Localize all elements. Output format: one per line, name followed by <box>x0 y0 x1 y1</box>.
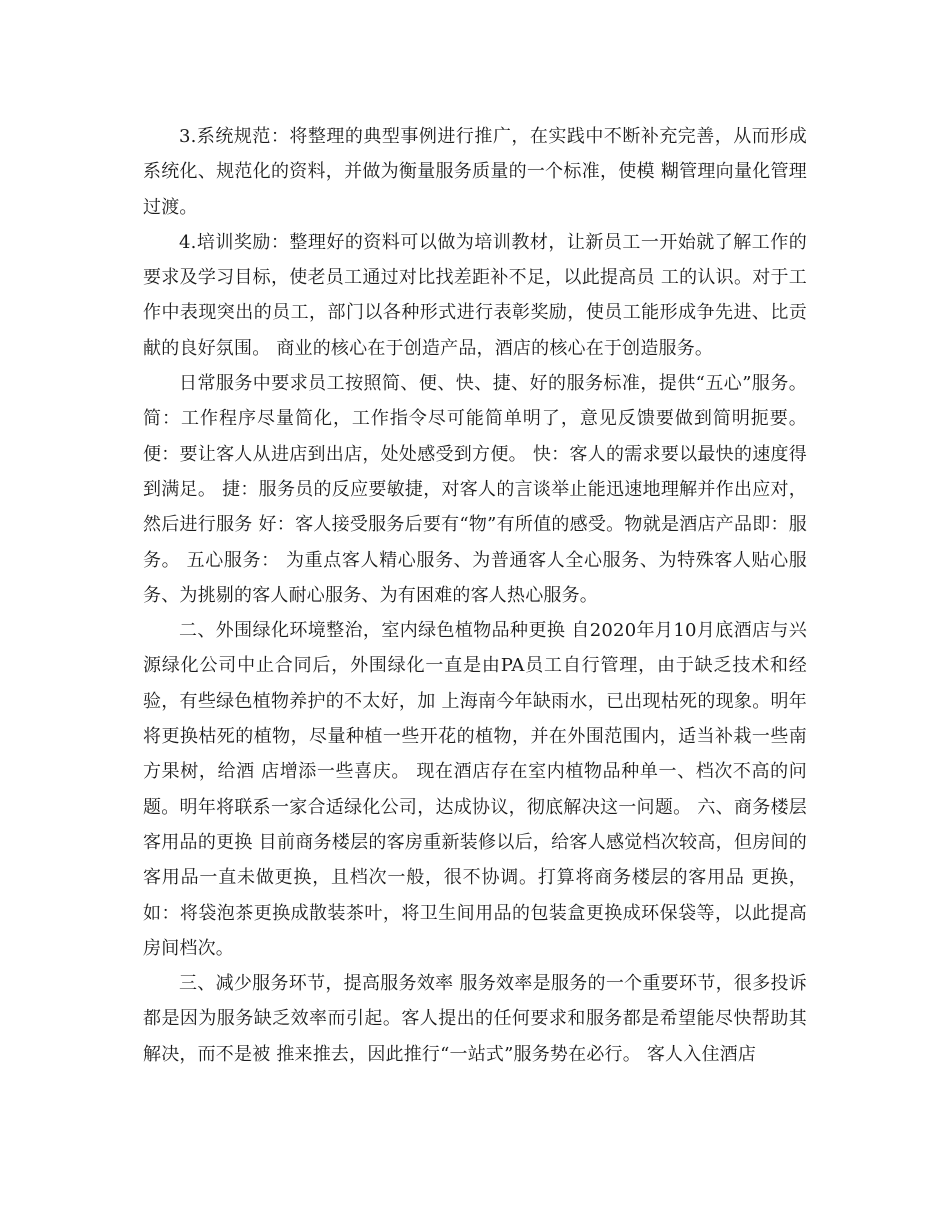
paragraph-five-heart-service: 日常服务中要求员工按照简、便、快、捷、好的服务标准，提供“五心”服务。 简：工作程序尽量简化，工作指令尽可能简单明了，意见反馈要做到简明扼要。 便：要让客人从进店到出店，处处感受到方便。 快：客人的需求要以最快的速度得到满足。 捷：服务员的反应要敏捷，对客人的言谈举止能迅速地理解并作出应对，然后进行服务 好：客人接受服务后要有“物”有所值的感受。物就是酒店产品即：服务。 五心服务： 为重点客人精心服务、为普通客人全心服务、为特殊客人贴心服务、为挑剔的客人耐心服务、为有困难的客人热心服务。 <box>143 373 807 606</box>
paragraph-system-standard: 3.系统规范：将整理的典型事例进行推广，在实践中不断补充完善，从而形成系统化、规范化的资料，并做为衡量服务质量的一个标准，使模 糊管理向量化管理过渡。 <box>143 126 807 218</box>
paragraph-training-reward: 4.培训奖励：整理好的资料可以做为培训教材，让新员工一开始就了解工作的要求及学习目标，使老员工通过对比找差距补不足，以此提高员 工的认识。对于工作中表现突出的员工，部门以各种形式进行表彰奖励，使员工能形成争先进、比贡献的良好氛围。 商业的核心在于创造产品，酒店的核心在于创造服务。 <box>143 231 807 359</box>
paragraph-service-efficiency: 三、减少服务环节，提高服务效率 服务效率是服务的一个重要环节，很多投诉都是因为服务缺乏效率而引起。客人提出的任何要求和服务都是希望能尽快帮助其解决，而不是被 推来推去，因此推行“一站式”服务势在必行。 客人入住酒店 <box>143 973 807 1065</box>
paragraph-greening: 二、外围绿化环境整治，室内绿色植物品种更换 自2020年月10月底酒店与兴源绿化公司中止合同后，外围绿化一直是由PA员工自行管理，由于缺乏技术和经验，有些绿色植物养护的不太好，加 上海南今年缺雨水，已出现枯死的现象。明年将更换枯死的植物，尽量种植一些开花的植物，并在外围范围内，适当补栽一些南方果树，给酒 店增添一些喜庆。 现在酒店存在室内植物品种单一、档次不高的问题。明年将联系一家合适绿化公司，达成协议，彻底解决这一问题。 六、商务楼层客用品的更换 目前商务楼层的客房重新装修以后，给客人感觉档次较高，但房间的客用品一直未做更换，且档次一般，很不协调。打算将商务楼层的客用品 更换，如：将袋泡茶更换成散装茶叶，将卫生间用品的包装盒更换成环保袋等，以此提高房间档次。 <box>143 620 807 959</box>
document-body <box>143 119 807 1072</box>
